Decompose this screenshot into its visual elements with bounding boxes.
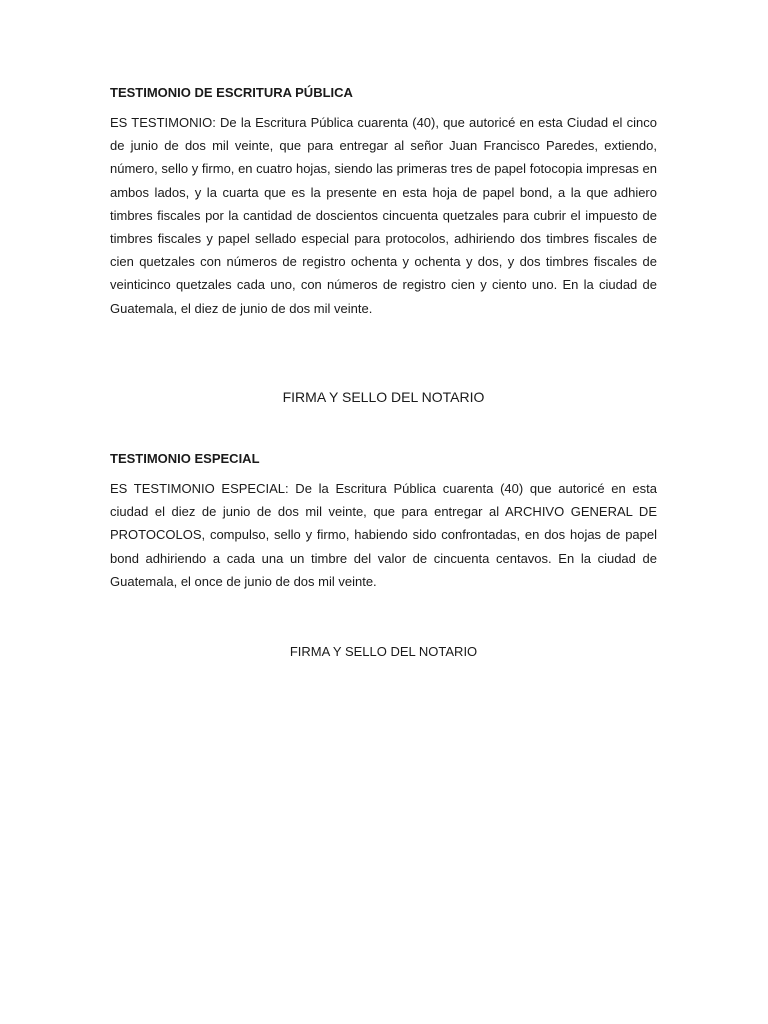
section-heading-testimonio: TESTIMONIO DE ESCRITURA PÚBLICA	[110, 85, 353, 100]
section-body-testimonio-especial: ES TESTIMONIO ESPECIAL: De la Escritura Pública cuarenta (40) que autoricé en esta ciudad el diez de junio de dos mil veinte, que para entregar al ARCHIVO GENERAL DE PROTOCOLOS, compulso, sello y firmo, habiendo sido confrontadas, en dos hojas de papel bond adhiriendo a cada una un timbre del valor de cincuenta centavos. En la ciudad de Guatemala, el once de junio de dos mil veinte.	[110, 481, 657, 589]
section-body-testimonio: ES TESTIMONIO: De la Escritura Pública cuarenta (40), que autoricé en esta Ciudad el cinco de junio de dos mil veinte, que para entregar al señor Juan Francisco Paredes, extiendo, número, sello y firmo, en cuatro hojas, siendo las primeras tres de papel fotocopia impresas en ambos lados, y la cuarta que es la presente en esta hoja de papel bond, a la que adhiero timbres fiscales por la cantidad de doscientos cincuenta quetzales para cubrir el impuesto de timbres fiscales y papel sellado especial para protocolos, adhiriendo dos timbres fiscales de cien quetzales con números de registro ochenta y ochenta y dos, y dos timbres fiscales de veinticinco quetzales cada uno, con números de registro cien y ciento uno. En la ciudad de Guatemala, el diez de junio de dos mil veinte.	[110, 115, 657, 316]
section-heading-testimonio-especial: TESTIMONIO ESPECIAL	[110, 451, 260, 466]
notary-signature-line: FIRMA Y SELLO DEL NOTARIO	[282, 389, 485, 405]
notary-signature-line: FIRMA Y SELLO DEL NOTARIO	[289, 644, 478, 659]
